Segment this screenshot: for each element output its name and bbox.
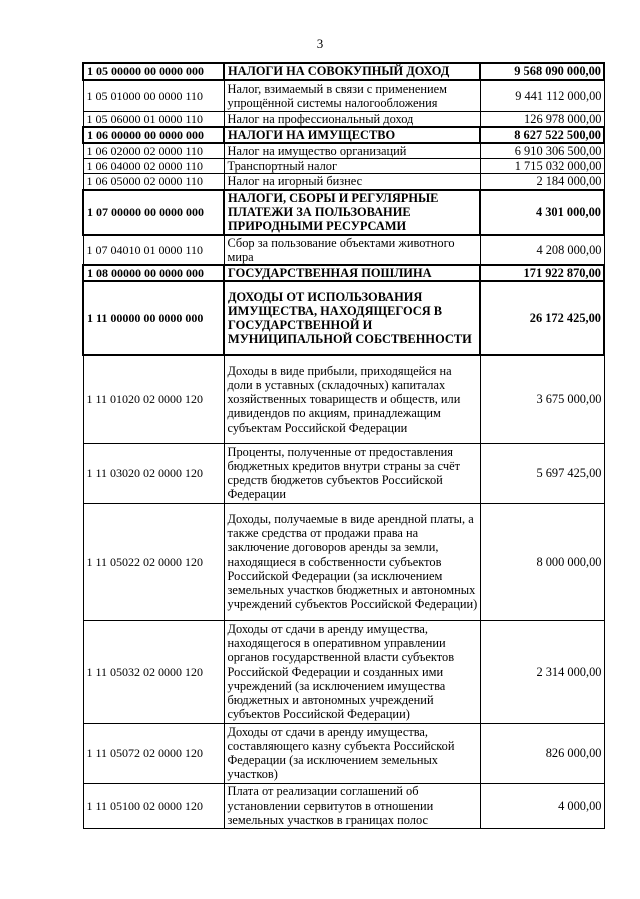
row-amount: 2 314 000,00	[480, 620, 604, 723]
row-code: 1 05 00000 00 0000 000	[83, 63, 224, 80]
row-amount: 8 627 522 500,00	[480, 127, 604, 143]
table-row	[83, 265, 604, 281]
table-row	[83, 190, 604, 235]
row-name: Доходы, получаемые в виде арендной платы, а также средства от продажи права на заключение договоров аренды за земли, находящиеся в собственности субъектов Российской Федерации (за исключением земельных участков бюджетных и автономных учреждений субъектов Российской Федерации)	[224, 503, 480, 620]
row-code: 1 11 00000 00 0000 000	[83, 281, 224, 355]
row-code: 1 06 05000 02 0000 110	[83, 174, 224, 190]
table-row	[83, 443, 604, 503]
table-row	[83, 783, 604, 828]
row-name: ГОСУДАРСТВЕННАЯ ПОШЛИНА	[224, 265, 480, 281]
page-number: 3	[316, 36, 324, 51]
table-row	[83, 111, 604, 127]
row-amount: 4 000,00	[480, 783, 604, 828]
row-name: Плата от реализации соглашений об установлении сервитутов в отношении земельных участков в границах полос	[224, 783, 480, 828]
row-name: Доходы в виде прибыли, приходящейся на доли в уставных (складочных) капиталах хозяйственных товариществ и обществ, или дивидендов по акциям, принадлежащим субъектам Российской Федерации	[224, 355, 480, 443]
row-name: ДОХОДЫ ОТ ИСПОЛЬЗОВАНИЯ ИМУЩЕСТВА, НАХОДЯЩЕГОСЯ В ГОСУДАРСТВЕННОЙ И МУНИЦИПАЛЬНОЙ СОБСТВЕННОСТИ	[224, 281, 480, 355]
row-name: Доходы от сдачи в аренду имущества, находящегося в оперативном управлении органов государственной власти субъектов Российской Федерации и созданных ими учреждений (за исключением имущества бюджетных и автономных учреждений субъектов Российской Федерации)	[224, 620, 480, 723]
row-code: 1 05 06000 01 0000 110	[83, 111, 224, 127]
row-name: Налог на профессиональный доход	[224, 111, 480, 127]
row-amount: 2 184 000,00	[480, 174, 604, 190]
row-code: 1 05 01000 00 0000 110	[83, 80, 224, 111]
row-code: 1 07 04010 01 0000 110	[83, 235, 224, 265]
table-row	[83, 281, 604, 355]
row-name: НАЛОГИ, СБОРЫ И РЕГУЛЯРНЫЕ ПЛАТЕЖИ ЗА ПОЛЬЗОВАНИЕ ПРИРОДНЫМИ РЕСУРСАМИ	[224, 190, 480, 235]
row-code: 1 06 02000 02 0000 110	[83, 143, 224, 159]
table-row	[83, 143, 604, 159]
row-name: Транспортный налог	[224, 159, 480, 174]
row-name: Налог, взимаемый в связи с применением упрощённой системы налогообложения	[224, 80, 480, 111]
table-row	[83, 63, 604, 80]
row-amount: 1 715 032 000,00	[480, 159, 604, 174]
table-row	[83, 174, 604, 190]
table-row	[83, 503, 604, 620]
row-amount: 3 675 000,00	[480, 355, 604, 443]
table-row	[83, 620, 604, 723]
row-amount: 26 172 425,00	[480, 281, 604, 355]
row-code: 1 07 00000 00 0000 000	[83, 190, 224, 235]
row-amount: 4 208 000,00	[480, 235, 604, 265]
row-code: 1 11 05100 02 0000 120	[83, 783, 224, 828]
table-row	[83, 80, 604, 111]
row-code: 1 11 05072 02 0000 120	[83, 723, 224, 783]
table-row	[83, 159, 604, 174]
row-code: 1 06 00000 00 0000 000	[83, 127, 224, 143]
row-code: 1 11 03020 02 0000 120	[83, 443, 224, 503]
row-code: 1 11 05032 02 0000 120	[83, 620, 224, 723]
row-code: 1 06 04000 02 0000 110	[83, 159, 224, 174]
row-amount: 5 697 425,00	[480, 443, 604, 503]
table-row	[83, 355, 604, 443]
row-name: Налог на имущество организаций	[224, 143, 480, 159]
row-code: 1 11 01020 02 0000 120	[83, 355, 224, 443]
table-row	[83, 235, 604, 265]
row-amount: 6 910 306 500,00	[480, 143, 604, 159]
revenue-table	[82, 62, 605, 829]
row-amount: 8 000 000,00	[480, 503, 604, 620]
row-name: НАЛОГИ НА СОВОКУПНЫЙ ДОХОД	[224, 63, 480, 80]
row-code: 1 08 00000 00 0000 000	[83, 265, 224, 281]
row-name: Сбор за пользование объектами животного мира	[224, 235, 480, 265]
row-amount: 9 441 112 000,00	[480, 80, 604, 111]
row-name: Налог на игорный бизнес	[224, 174, 480, 190]
row-name: Проценты, полученные от предоставления бюджетных кредитов внутри страны за счёт средств бюджетов субъектов Российской Федерации	[224, 443, 480, 503]
table-row	[83, 127, 604, 143]
row-amount: 4 301 000,00	[480, 190, 604, 235]
row-amount: 126 978 000,00	[480, 111, 604, 127]
row-name: Доходы от сдачи в аренду имущества, составляющего казну субъекта Российской Федерации (за исключением земельных участков)	[224, 723, 480, 783]
row-amount: 171 922 870,00	[480, 265, 604, 281]
row-amount: 9 568 090 000,00	[480, 63, 604, 80]
row-code: 1 11 05022 02 0000 120	[83, 503, 224, 620]
row-name: НАЛОГИ НА ИМУЩЕСТВО	[224, 127, 480, 143]
row-amount: 826 000,00	[480, 723, 604, 783]
table-row	[83, 723, 604, 783]
